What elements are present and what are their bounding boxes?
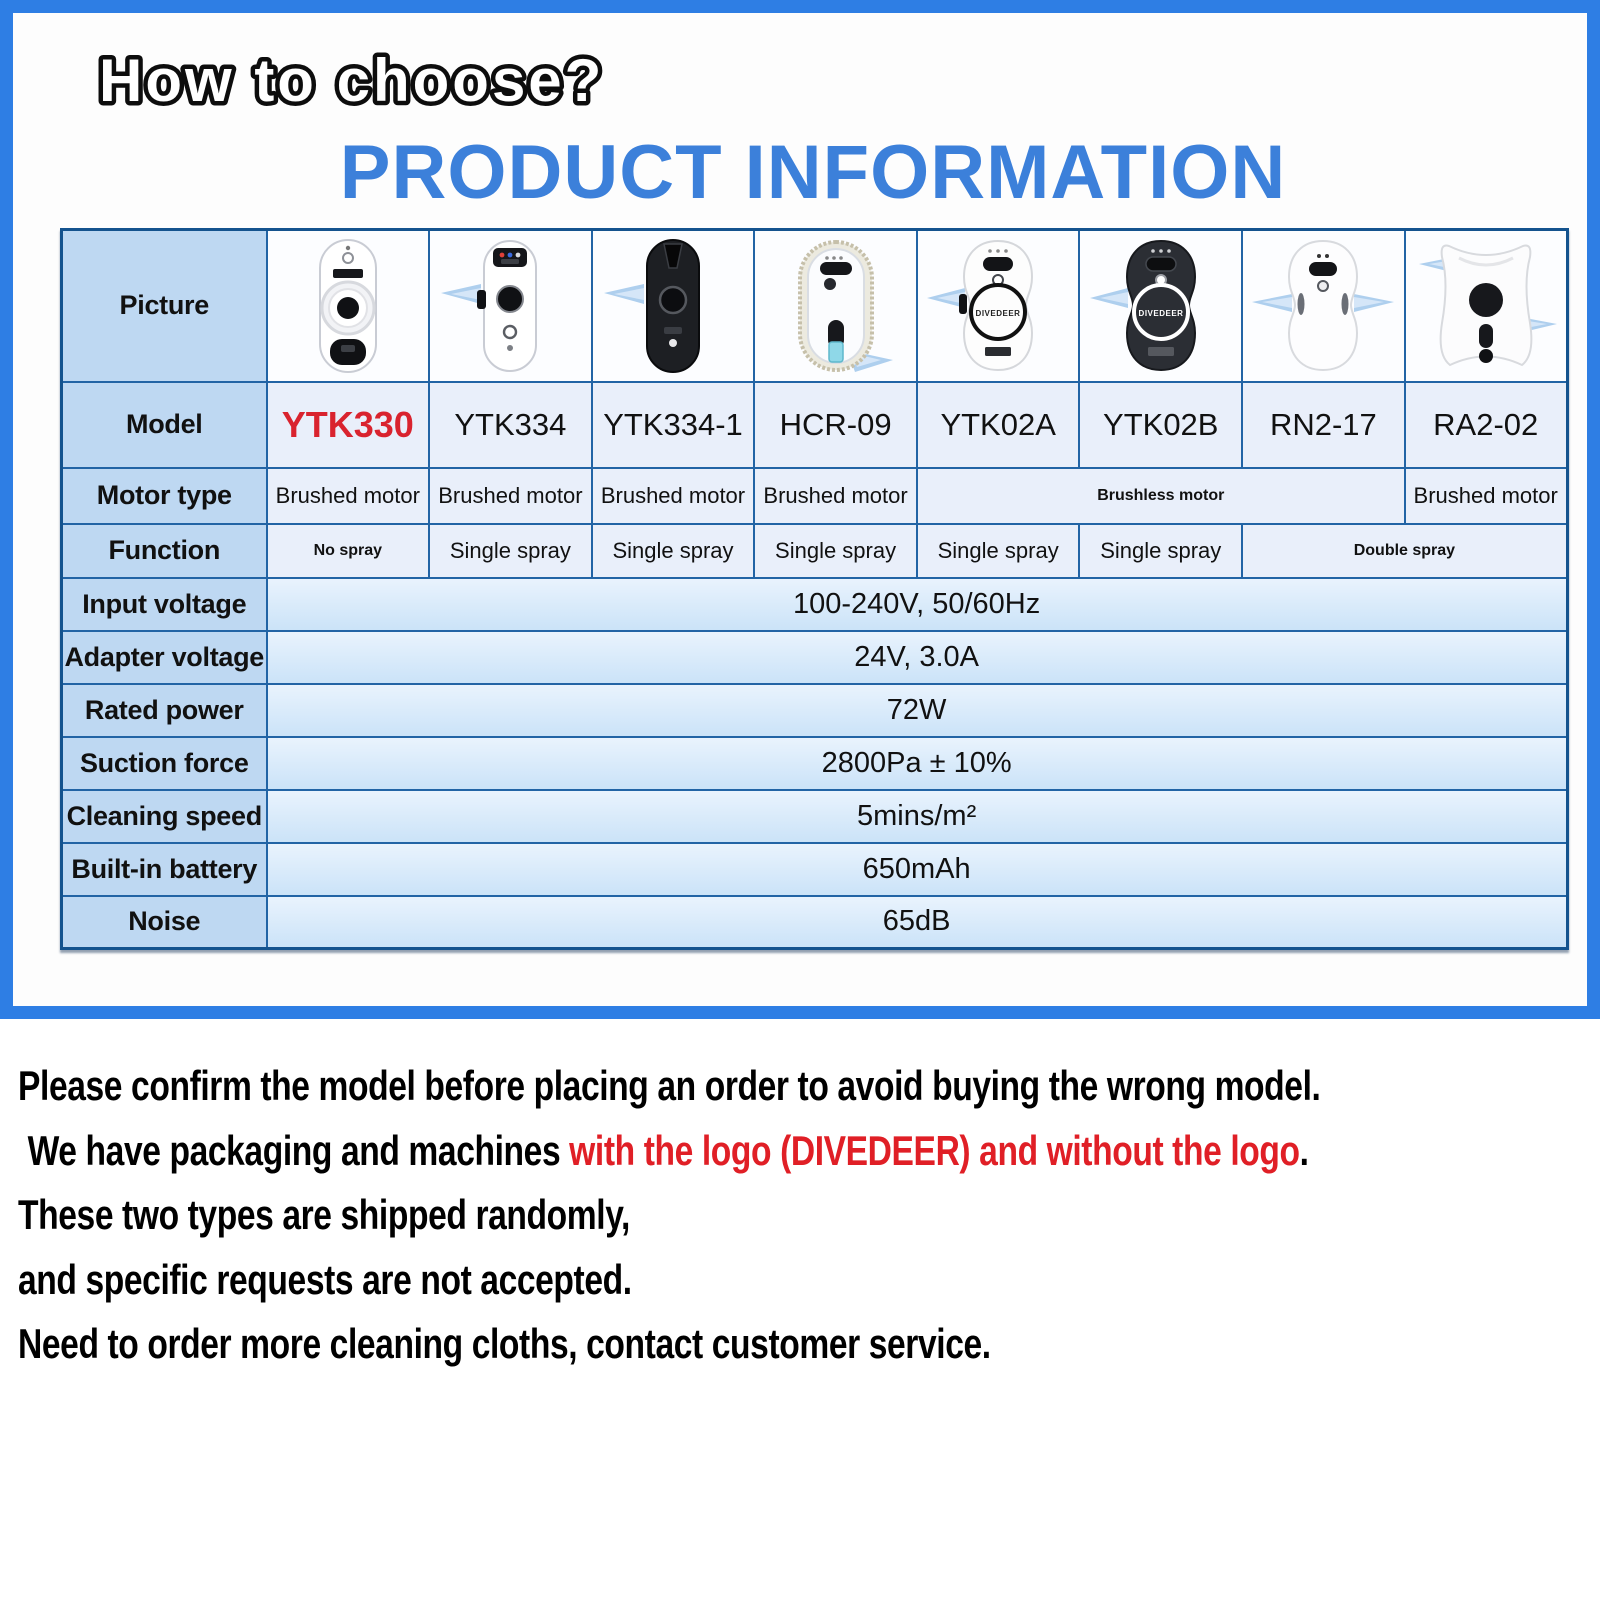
- motor-cell: Brushed motor: [592, 468, 755, 524]
- model-cell-ra2-02: RA2-02: [1405, 382, 1568, 468]
- table-row-input-voltage: [62, 578, 1568, 631]
- function-cell: Single spray: [917, 524, 1080, 578]
- picture-cell-ytk334: [429, 230, 592, 382]
- table-row-noise: [62, 896, 1568, 949]
- table-row-motor-type: [62, 468, 1568, 524]
- how-to-choose-text: How to choose?: [99, 47, 605, 114]
- table-row-suction-force: [62, 737, 1568, 790]
- picture-cell-ytk02a: [917, 230, 1080, 382]
- picture-cell-ra2-02: [1405, 230, 1568, 382]
- row-label-model: Model: [62, 382, 267, 468]
- spec-value-rated-power: 72W: [267, 684, 1568, 737]
- robot-image-ytk02b: [1086, 236, 1236, 376]
- model-cell-ytk334: YTK334: [429, 382, 592, 468]
- product-table-wrap: [60, 228, 1569, 950]
- table-row-rated-power: [62, 684, 1568, 737]
- table-row-function: [62, 524, 1568, 578]
- spec-value-adapter-voltage: 24V, 3.0A: [267, 631, 1568, 684]
- table-row-picture: [62, 230, 1568, 382]
- model-cell-hcr-09: HCR-09: [754, 382, 917, 468]
- picture-cell-ytk330: [267, 230, 430, 382]
- note-line-2-highlight: with the logo (DIVEDEER) and without the logo: [569, 1126, 1300, 1174]
- note-line-5: Need to order more cleaning cloths, contact customer service.: [18, 1320, 991, 1368]
- spec-value-built-in-battery: 650mAh: [267, 843, 1568, 896]
- model-cell-rn2-17: RN2-17: [1242, 382, 1405, 468]
- row-label-cleaning-speed: Cleaning speed: [62, 790, 267, 843]
- robot-image-rn2-17: [1248, 236, 1398, 376]
- table-row-built-in-battery: [62, 843, 1568, 896]
- spec-value-cleaning-speed: 5mins/m²: [267, 790, 1568, 843]
- robot-image-ra2-02: [1411, 236, 1561, 376]
- note-line-1: Please confirm the model before placing an order to avoid buying the wrong model.: [18, 1062, 1321, 1109]
- model-cell-ytk334-1: YTK334-1: [592, 382, 755, 468]
- row-label-adapter-voltage: Adapter voltage: [62, 631, 267, 684]
- row-label-noise: Noise: [62, 896, 267, 949]
- picture-cell-ytk334-1: [592, 230, 755, 382]
- robot-image-ytk334-1: [598, 236, 748, 376]
- model-cell-ytk02b: YTK02B: [1079, 382, 1242, 468]
- row-label-rated-power: Rated power: [62, 684, 267, 737]
- motor-cell: Brushed motor: [267, 468, 430, 524]
- note-line-4: and specific requests are not accepted.: [18, 1255, 632, 1303]
- row-label-suction-force: Suction force: [62, 737, 267, 790]
- robot-image-ytk02a: [923, 236, 1073, 376]
- sensor-dot-icon: [346, 246, 350, 250]
- note-line-2-prefix: We have packaging and machines: [27, 1126, 570, 1174]
- model-cell-ytk330: YTK330: [267, 382, 430, 468]
- row-label-function: Function: [62, 524, 267, 578]
- note-line-2: [18, 1119, 1309, 1184]
- spec-value-input-voltage: 100-240V, 50/60Hz: [267, 578, 1568, 631]
- how-to-choose-heading: [85, 35, 685, 130]
- picture-cell-hcr-09: [754, 230, 917, 382]
- function-cell-no-spray: No spray: [267, 524, 430, 578]
- picture-cell-rn2-17: [1242, 230, 1405, 382]
- function-cell: Single spray: [754, 524, 917, 578]
- divedeer-logo-text: DIVEDEER: [975, 308, 1021, 318]
- row-label-motor-type: Motor type: [62, 468, 267, 524]
- model-cell-ytk02a: YTK02A: [917, 382, 1080, 468]
- function-cell-double-spray: Double spray: [1242, 524, 1567, 578]
- function-cell: Single spray: [1079, 524, 1242, 578]
- spec-value-noise: 65dB: [267, 896, 1568, 949]
- motor-cell: Brushed motor: [754, 468, 917, 524]
- motor-cell-brushless: Brushless motor: [917, 468, 1405, 524]
- row-label-built-in-battery: Built-in battery: [62, 843, 267, 896]
- row-label-picture: Picture: [62, 230, 267, 382]
- table-row-model: [62, 382, 1568, 468]
- product-comparison-table: [60, 228, 1569, 950]
- motor-cell: Brushed motor: [1405, 468, 1568, 524]
- table-row-cleaning-speed: [62, 790, 1568, 843]
- note-line-3: These two types are shipped randomly,: [18, 1191, 630, 1239]
- picture-cell-ytk02b: [1079, 230, 1242, 382]
- function-cell: Single spray: [592, 524, 755, 578]
- order-notes: [18, 1054, 1588, 1377]
- divedeer-logo-text: DIVEDEER: [1138, 308, 1184, 318]
- note-line-2-suffix: .: [1299, 1126, 1309, 1174]
- robot-image-hcr-09: [761, 236, 911, 376]
- robot-image-ytk334: [435, 236, 585, 376]
- function-cell: Single spray: [429, 524, 592, 578]
- robot-image-ytk330: [273, 236, 423, 376]
- motor-cell: Brushed motor: [429, 468, 592, 524]
- spec-value-suction-force: 2800Pa ± 10%: [267, 737, 1568, 790]
- row-label-input-voltage: Input voltage: [62, 578, 267, 631]
- table-row-adapter-voltage: [62, 631, 1568, 684]
- page-title: PRODUCT INFORMATION: [339, 130, 1287, 215]
